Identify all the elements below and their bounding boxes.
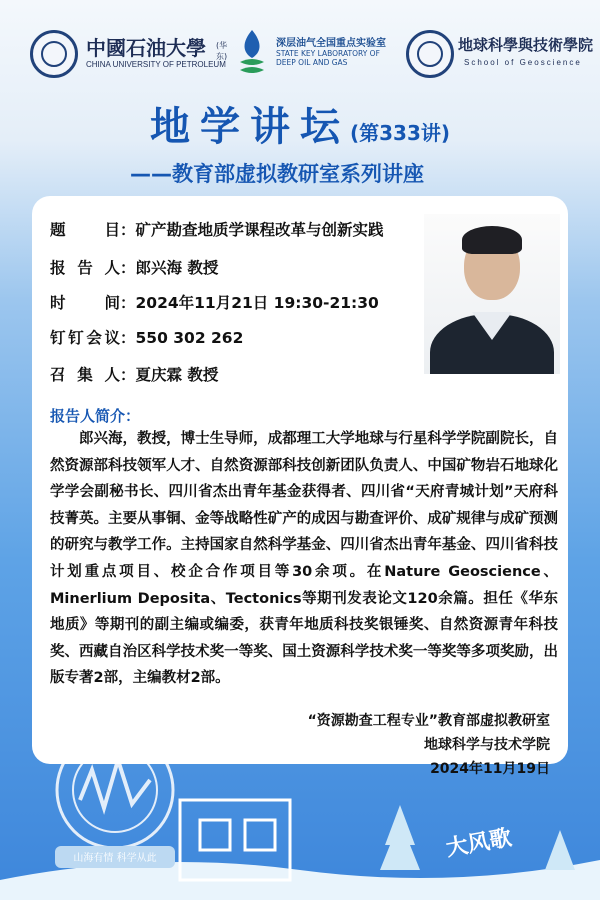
host-row [50,363,218,385]
upc-campus-tag: (华东) [216,41,228,61]
topic-value: ：矿产勘查地质学课程改革与创新实践 [120,221,384,239]
speaker-row [50,256,218,278]
time-label: 时 间 [50,294,120,312]
lab-name-en-line2: DEEP OIL AND GAS [276,58,348,67]
speaker-value: ：郎兴海 教授 [120,259,219,277]
signature-date: 2024年11月19日 [430,761,550,777]
school-name-cn: 地球科學與技術學院 [458,36,594,54]
speaker-label: 报告人 [50,259,120,277]
title-session: (第333讲) [349,121,451,145]
meeting-id: ：550 302 262 [120,329,244,347]
meeting-label: 钉钉会议 [50,329,120,347]
time-value: ：2024年11月21日 19:30-21:30 [120,294,379,312]
lecture-subtitle: ——教育部虚拟教研室系列讲座 [130,162,424,186]
slogan-left: 山海有情 科学从此 [73,853,157,864]
meeting-row [50,326,243,348]
lab-name-cn: 深层油气全国重点实验室 [276,38,386,49]
upc-emblem-icon [30,30,78,78]
topic-row [50,218,384,240]
topic-label: 题 目 [50,221,120,239]
lab-name-en [276,49,380,67]
lab-emblem-icon [238,28,266,78]
geoscience-school-logo [406,22,596,92]
school-signature: 地球科学与技术学院 [424,737,550,753]
speaker-bio: 郎兴海，教授，博士生导师，成都理工大学地球与行星科学学院副院长，自然资源部科技领军人才、自然资源部科技创新团队负责人、中国矿物岩石地球化学学会副秘书长、四川省杰出青年基金获得者、四川省“天府青城计划”天府科技菁英。主要从事铜、金等战略性矿产的成因与勘查评价、成矿规律与成矿预测的研究与教学工作。主持国家自然科学基金、四川省杰出青年基金、四川省科技计划重点项目、校企合作项目等30余项。在Nature Geoscience、Minerlium Deposita、Tectonics等期刊发表论文120余篇。担任《华东地质》等期刊的副主编或编委，获青年地质科技奖银锤奖、自然资源青年科技奖、西藏自治区科学技术奖一等奖、国土资源科学技术奖一等奖等多项奖励，出版专著2部，主编教材2部。 [50,431,558,687]
upc-name-en: CHINA UNIVERSITY OF PETROLEUM [86,60,226,69]
logo-header [0,22,600,92]
title-main: 地学讲坛 [149,104,350,150]
school-seal-icon [57,760,173,848]
organizer-name: “资源勘查工程专业”教育部虚拟教研室 [307,713,550,729]
campus-illustration [0,760,600,900]
host-value: ：夏庆霖 教授 [120,366,219,384]
time-row [50,291,379,313]
content-card [32,196,568,777]
upc-logo [30,22,228,92]
speaker-photo [424,214,560,374]
host-label: 召集人 [50,366,120,384]
school-emblem-icon [406,30,454,78]
lab-name-en-line1: STATE KEY LABORATORY OF [276,49,380,58]
bio-heading: 报告人简介： [50,407,141,425]
slogan-right: 大风歌 [444,824,514,862]
school-name-en: School of Geoscience [464,58,582,67]
upc-name-cn: 中國石油大學 [86,36,206,60]
lecture-title [0,95,600,152]
photo-hair [462,226,522,254]
